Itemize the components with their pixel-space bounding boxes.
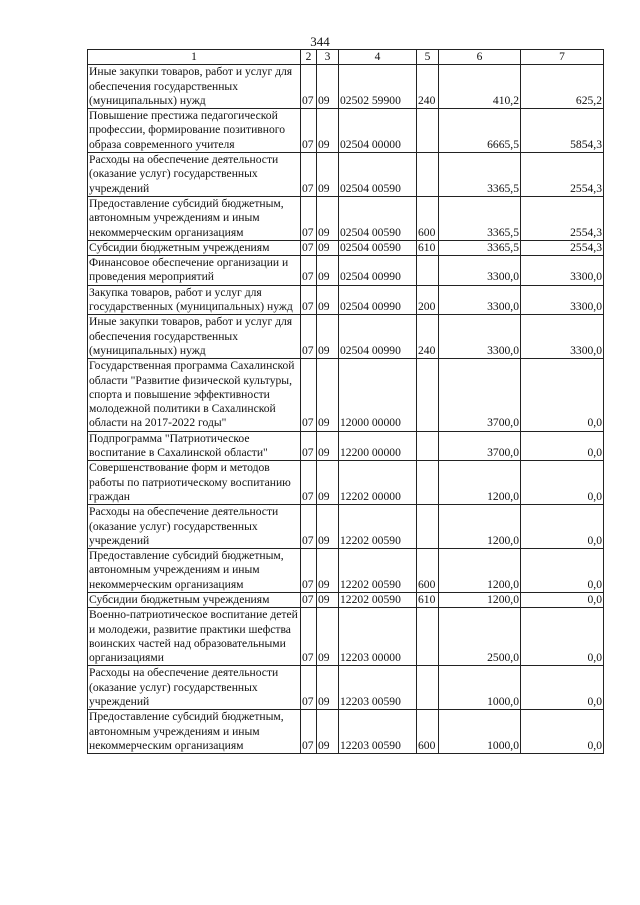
table-row (88, 608, 604, 666)
row-name: Военно-патриотическое воспитание детей и молодежи, развитие практики шефства воинских частей над образовательными организациями (88, 608, 301, 666)
row-section: 07 (301, 461, 317, 505)
row-section: 07 (301, 710, 317, 754)
row-expense-type (417, 461, 439, 505)
row-amount-year-2: 0,0 (521, 710, 604, 754)
row-amount-year-2: 0,0 (521, 549, 604, 593)
row-amount-year-1: 2500,0 (439, 608, 521, 666)
row-expense-type: 600 (417, 549, 439, 593)
row-expense-type (417, 608, 439, 666)
row-amount-year-2: 0,0 (521, 359, 604, 431)
row-name: Иные закупки товаров, работ и услуг для обеспечения государственных (муниципальных) нужд (88, 315, 301, 359)
budget-table (87, 49, 604, 754)
row-subsection: 09 (317, 65, 339, 109)
row-expense-type (417, 256, 439, 286)
table-row (88, 196, 604, 240)
row-amount-year-2: 0,0 (521, 666, 604, 710)
row-target-article: 12202 00590 (339, 592, 417, 607)
table-row (88, 710, 604, 754)
row-section: 07 (301, 153, 317, 197)
row-section: 07 (301, 592, 317, 607)
row-target-article: 02504 00590 (339, 240, 417, 255)
row-expense-type: 600 (417, 710, 439, 754)
row-amount-year-1: 1000,0 (439, 710, 521, 754)
row-amount-year-1: 1200,0 (439, 505, 521, 549)
row-subsection: 09 (317, 240, 339, 255)
row-subsection: 09 (317, 256, 339, 286)
header-cell: 5 (417, 50, 439, 65)
row-amount-year-2: 0,0 (521, 608, 604, 666)
row-target-article: 02504 00990 (339, 315, 417, 359)
row-target-article: 12203 00590 (339, 710, 417, 754)
row-expense-type: 610 (417, 240, 439, 255)
row-subsection: 09 (317, 666, 339, 710)
row-name: Совершенствование форм и методов работы по патриотическому воспитанию граждан (88, 461, 301, 505)
header-cell: 3 (317, 50, 339, 65)
row-amount-year-1: 6665,5 (439, 109, 521, 153)
row-name: Закупка товаров, работ и услуг для государственных (муниципальных) нужд (88, 285, 301, 315)
table-row (88, 65, 604, 109)
row-amount-year-1: 1200,0 (439, 549, 521, 593)
row-amount-year-2: 3300,0 (521, 315, 604, 359)
row-amount-year-1: 3300,0 (439, 315, 521, 359)
table-row (88, 109, 604, 153)
table-row (88, 153, 604, 197)
row-amount-year-2: 3300,0 (521, 285, 604, 315)
header-cell: 4 (339, 50, 417, 65)
table-row (88, 285, 604, 315)
row-subsection: 09 (317, 710, 339, 754)
header-cell: 2 (301, 50, 317, 65)
row-amount-year-2: 0,0 (521, 431, 604, 461)
table-row (88, 666, 604, 710)
row-section: 07 (301, 109, 317, 153)
row-name: Предоставление субсидий бюджетным, автономным учреждениям и иным некоммерческим организациям (88, 549, 301, 593)
row-expense-type (417, 359, 439, 431)
row-amount-year-1: 1000,0 (439, 666, 521, 710)
header-cell: 6 (439, 50, 521, 65)
row-subsection: 09 (317, 592, 339, 607)
row-section: 07 (301, 431, 317, 461)
row-subsection: 09 (317, 196, 339, 240)
row-amount-year-2: 5854,3 (521, 109, 604, 153)
row-expense-type (417, 109, 439, 153)
row-subsection: 09 (317, 431, 339, 461)
row-target-article: 12202 00590 (339, 505, 417, 549)
row-name: Предоставление субсидий бюджетным, автономным учреждениям и иным некоммерческим организациям (88, 196, 301, 240)
row-name: Субсидии бюджетным учреждениям (88, 240, 301, 255)
row-amount-year-1: 3300,0 (439, 256, 521, 286)
row-amount-year-2: 0,0 (521, 592, 604, 607)
row-expense-type (417, 153, 439, 197)
row-name: Субсидии бюджетным учреждениям (88, 592, 301, 607)
table-row (88, 431, 604, 461)
row-target-article: 12200 00000 (339, 431, 417, 461)
row-target-article: 02504 00990 (339, 285, 417, 315)
row-section: 07 (301, 608, 317, 666)
row-amount-year-2: 2554,3 (521, 240, 604, 255)
row-expense-type: 240 (417, 315, 439, 359)
table-row (88, 461, 604, 505)
row-target-article: 02504 00990 (339, 256, 417, 286)
table-row (88, 240, 604, 255)
row-amount-year-1: 3365,5 (439, 240, 521, 255)
table-row (88, 256, 604, 286)
header-cell: 1 (88, 50, 301, 65)
row-name: Подпрограмма "Патриотическое воспитание в Сахалинской области" (88, 431, 301, 461)
row-expense-type (417, 505, 439, 549)
row-section: 07 (301, 196, 317, 240)
row-expense-type (417, 666, 439, 710)
row-amount-year-1: 1200,0 (439, 461, 521, 505)
table-row (88, 549, 604, 593)
row-expense-type: 240 (417, 65, 439, 109)
page-number: 344 (310, 34, 330, 49)
row-name: Расходы на обеспечение деятельности (оказание услуг) государственных учреждений (88, 666, 301, 710)
row-amount-year-1: 410,2 (439, 65, 521, 109)
header-row (88, 50, 604, 65)
row-subsection: 09 (317, 461, 339, 505)
row-section: 07 (301, 65, 317, 109)
row-section: 07 (301, 549, 317, 593)
row-subsection: 09 (317, 608, 339, 666)
row-amount-year-2: 0,0 (521, 461, 604, 505)
table-row (88, 505, 604, 549)
row-section: 07 (301, 256, 317, 286)
row-section: 07 (301, 666, 317, 710)
row-expense-type: 600 (417, 196, 439, 240)
table-row (88, 592, 604, 607)
row-amount-year-2: 2554,3 (521, 196, 604, 240)
row-subsection: 09 (317, 505, 339, 549)
row-section: 07 (301, 240, 317, 255)
row-amount-year-2: 0,0 (521, 505, 604, 549)
header-cell: 7 (521, 50, 604, 65)
row-amount-year-1: 1200,0 (439, 592, 521, 607)
row-target-article: 12202 00000 (339, 461, 417, 505)
row-name: Иные закупки товаров, работ и услуг для обеспечения государственных (муниципальных) нужд (88, 65, 301, 109)
row-target-article: 02504 00000 (339, 109, 417, 153)
row-amount-year-2: 625,2 (521, 65, 604, 109)
row-name: Расходы на обеспечение деятельности (оказание услуг) государственных учреждений (88, 505, 301, 549)
row-name: Государственная программа Сахалинской области "Развитие физической культуры, спорта и повышение эффективности молодежной политики в Сахалинской области на 2017-2022 годы" (88, 359, 301, 431)
row-subsection: 09 (317, 109, 339, 153)
row-amount-year-1: 3365,5 (439, 153, 521, 197)
row-subsection: 09 (317, 315, 339, 359)
row-target-article: 12203 00000 (339, 608, 417, 666)
row-target-article: 02504 00590 (339, 153, 417, 197)
row-name: Расходы на обеспечение деятельности (оказание услуг) государственных учреждений (88, 153, 301, 197)
row-subsection: 09 (317, 549, 339, 593)
row-amount-year-2: 2554,3 (521, 153, 604, 197)
row-subsection: 09 (317, 153, 339, 197)
table-row (88, 359, 604, 431)
row-target-article: 12000 00000 (339, 359, 417, 431)
row-amount-year-1: 3700,0 (439, 431, 521, 461)
row-name: Повышение престижа педагогической профессии, формирование позитивного образа современного учителя (88, 109, 301, 153)
row-subsection: 09 (317, 285, 339, 315)
row-target-article: 12203 00590 (339, 666, 417, 710)
row-section: 07 (301, 285, 317, 315)
row-section: 07 (301, 359, 317, 431)
row-expense-type (417, 431, 439, 461)
row-subsection: 09 (317, 359, 339, 431)
row-target-article: 12202 00590 (339, 549, 417, 593)
row-expense-type: 200 (417, 285, 439, 315)
row-amount-year-1: 3300,0 (439, 285, 521, 315)
row-expense-type: 610 (417, 592, 439, 607)
row-amount-year-1: 3700,0 (439, 359, 521, 431)
row-name: Финансовое обеспечение организации и проведения мероприятий (88, 256, 301, 286)
row-target-article: 02502 59900 (339, 65, 417, 109)
row-target-article: 02504 00590 (339, 196, 417, 240)
row-name: Предоставление субсидий бюджетным, автономным учреждениям и иным некоммерческим организациям (88, 710, 301, 754)
row-section: 07 (301, 505, 317, 549)
row-amount-year-2: 3300,0 (521, 256, 604, 286)
row-amount-year-1: 3365,5 (439, 196, 521, 240)
table-row (88, 315, 604, 359)
row-section: 07 (301, 315, 317, 359)
